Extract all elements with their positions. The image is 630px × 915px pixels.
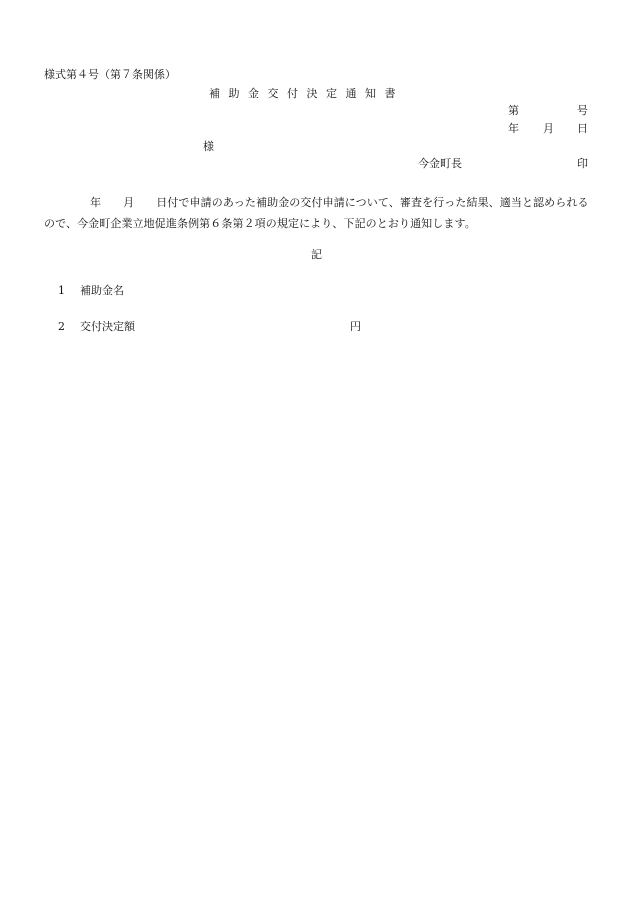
amount-unit: 円 [350, 320, 361, 333]
form-label: 様式第４号（第７条関係） [44, 68, 176, 81]
date-year-label: 年 [508, 122, 519, 135]
body-month-label: 月 [123, 196, 135, 209]
body-year-label: 年 [90, 196, 102, 209]
seal-mark: 印 [577, 157, 588, 170]
document-title: 補助金交付決定通知書 [209, 87, 404, 100]
number-prefix: 第 [508, 104, 519, 117]
item-label-2: 交付決定額 [80, 320, 135, 333]
item-label-1: 補助金名 [80, 284, 124, 297]
item-number-2: 2 [58, 320, 65, 333]
addressee-suffix: 様 [203, 140, 214, 153]
sender-name: 今金町長 [418, 157, 462, 170]
body-text: 日付で申請のあった補助金の交付申請について、審査を行った結果、適当と認められるので、今金町企業立地促進条例第６条第２項の規定により、下記のとおり通知します。 [44, 196, 589, 230]
body-paragraph [44, 192, 592, 234]
date-month-label: 月 [543, 122, 554, 135]
number-suffix: 号 [577, 104, 588, 117]
item-number-1: 1 [58, 284, 65, 297]
date-day-label: 日 [577, 122, 588, 135]
ki-heading: 記 [311, 248, 322, 261]
